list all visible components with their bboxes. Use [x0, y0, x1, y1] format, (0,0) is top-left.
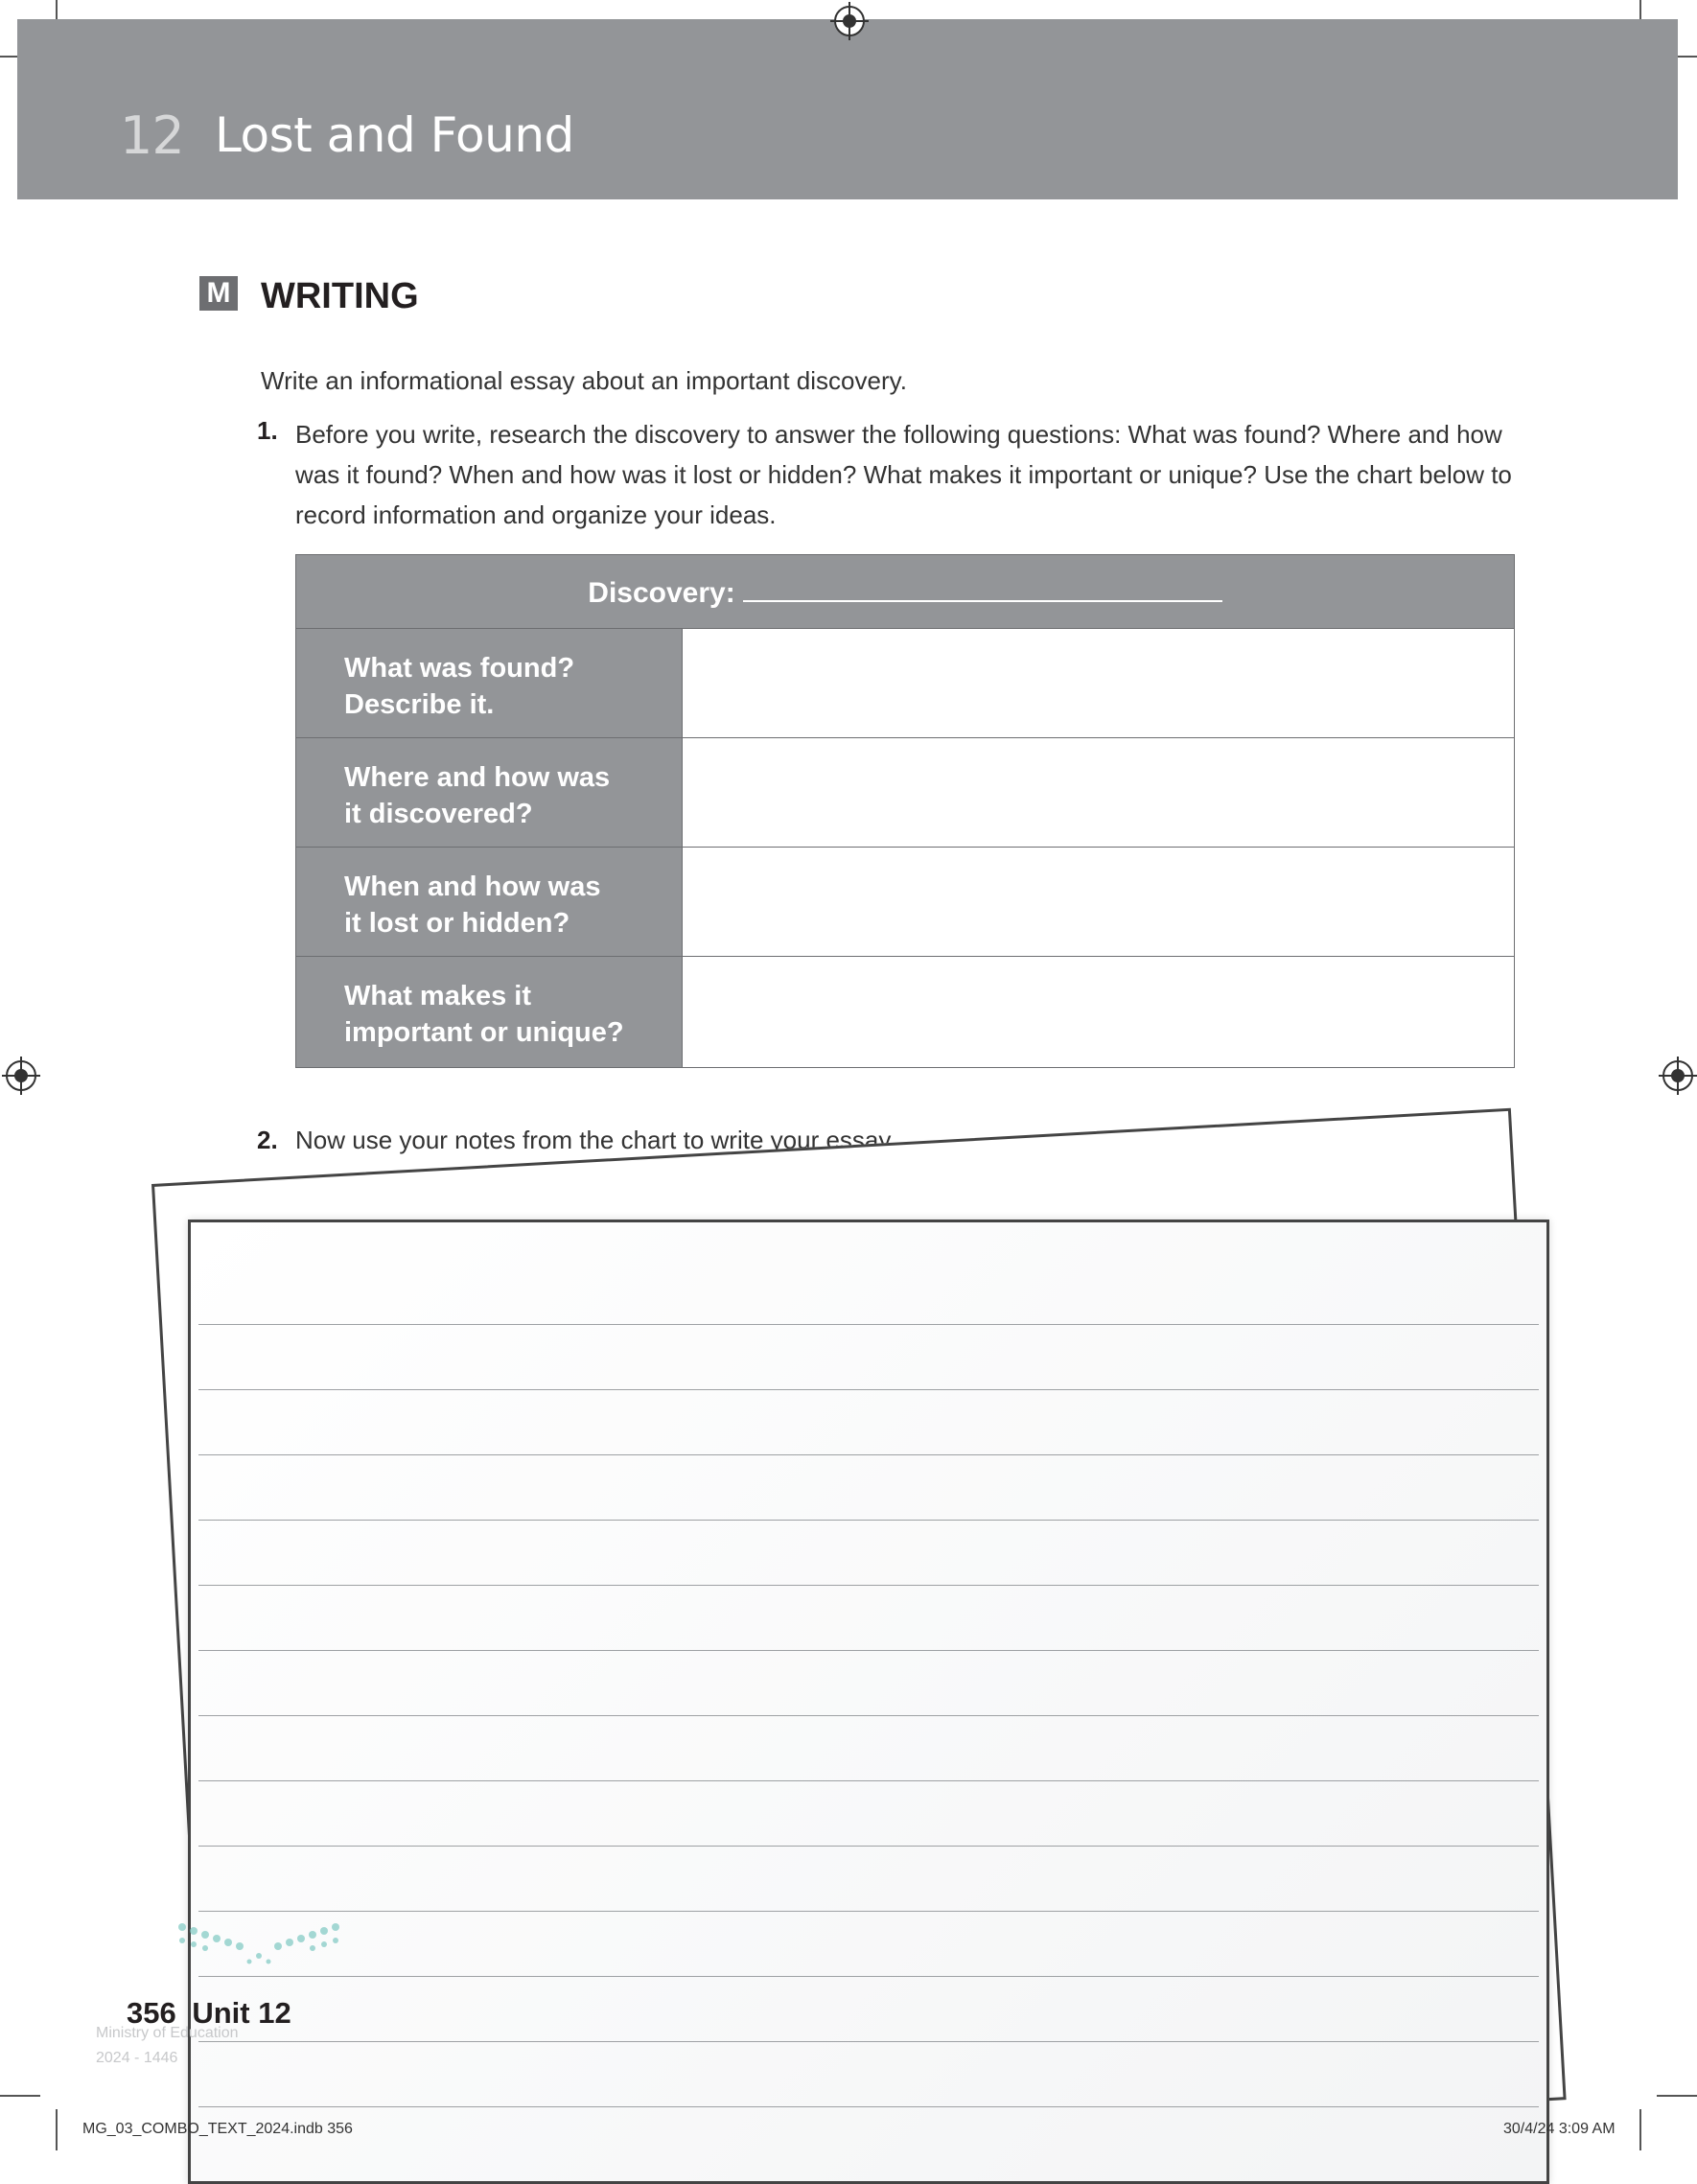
writing-line: [198, 1846, 1539, 1847]
row-label: [296, 957, 682, 1067]
writing-line: [198, 1650, 1539, 1651]
row-label-line: Where and how was: [344, 762, 611, 793]
logo-year: 2024 - 1446: [96, 2050, 178, 2066]
writing-line: [198, 1976, 1539, 1977]
crop-mark: [0, 2095, 40, 2097]
section-title: WRITING: [261, 276, 419, 316]
answer-cell[interactable]: [682, 957, 1514, 1067]
writing-line: [198, 1585, 1539, 1586]
crop-mark: [1639, 2109, 1641, 2150]
row-label-line: Describe it.: [344, 689, 495, 720]
discovery-blank-line[interactable]: [743, 571, 1222, 602]
registration-mark-icon: [1662, 1060, 1693, 1091]
row-label: [296, 848, 682, 956]
lined-writing-paper[interactable]: [188, 1220, 1549, 2184]
answer-cell[interactable]: [682, 848, 1514, 956]
row-label-line: What makes it: [344, 981, 531, 1011]
chart-row: [296, 628, 1514, 737]
unit-number: 12: [120, 105, 184, 166]
chart-row: [296, 847, 1514, 956]
writing-line: [198, 2106, 1539, 2107]
crop-mark: [1657, 2095, 1697, 2097]
chart-header: [296, 555, 1514, 628]
writing-line: [198, 1520, 1539, 1521]
section-icon: M: [199, 276, 238, 311]
row-label: [296, 738, 682, 847]
ministry-logo-icon: [173, 1917, 345, 1985]
chart-row: [296, 737, 1514, 847]
step-text: Now use your notes from the chart to write your essay.: [295, 1126, 896, 1154]
chart-row: [296, 956, 1514, 1067]
row-label-line: What was found?: [344, 653, 575, 684]
intro-text: Write an informational essay about an important discovery.: [261, 366, 907, 395]
row-label: [296, 629, 682, 737]
unit-label: Unit 12: [192, 1996, 291, 2030]
discovery-chart: [295, 554, 1515, 1068]
page-number-value: 356: [127, 1996, 176, 2030]
row-label-line: important or unique?: [344, 1017, 624, 1048]
writing-line: [198, 1715, 1539, 1716]
writing-line: [198, 1454, 1539, 1455]
crop-mark: [56, 2109, 58, 2150]
footer-date-info: 30/4/24 3:09 AM: [1503, 2121, 1616, 2137]
step-number: 1.: [257, 416, 278, 445]
answer-cell[interactable]: [682, 738, 1514, 847]
registration-mark-icon: [834, 6, 865, 36]
unit-title: Lost and Found: [215, 107, 574, 163]
writing-line: [198, 1911, 1539, 1912]
row-label-line: it discovered?: [344, 799, 533, 829]
writing-line: [198, 1389, 1539, 1390]
writing-line: [198, 1324, 1539, 1325]
answer-cell[interactable]: [682, 629, 1514, 737]
writing-line: [198, 1780, 1539, 1781]
row-label-line: it lost or hidden?: [344, 908, 570, 939]
registration-mark-icon: [6, 1060, 36, 1091]
chart-header-label: Discovery:: [588, 577, 735, 609]
step-text: Before you write, research the discovery to answer the following questions: What was found? Where and how was it found? When and how was it lost or hidden? What makes it important or unique? Use the chart below to record information and organize your ideas.: [295, 420, 1512, 529]
writing-line: [198, 2041, 1539, 2042]
footer-file-info: MG_03_COMBO_TEXT_2024.indb 356: [82, 2121, 353, 2137]
logo-caption: Ministry of Education: [96, 2025, 239, 2041]
row-label-line: When and how was: [344, 871, 601, 902]
step-number: 2.: [257, 1126, 278, 1154]
